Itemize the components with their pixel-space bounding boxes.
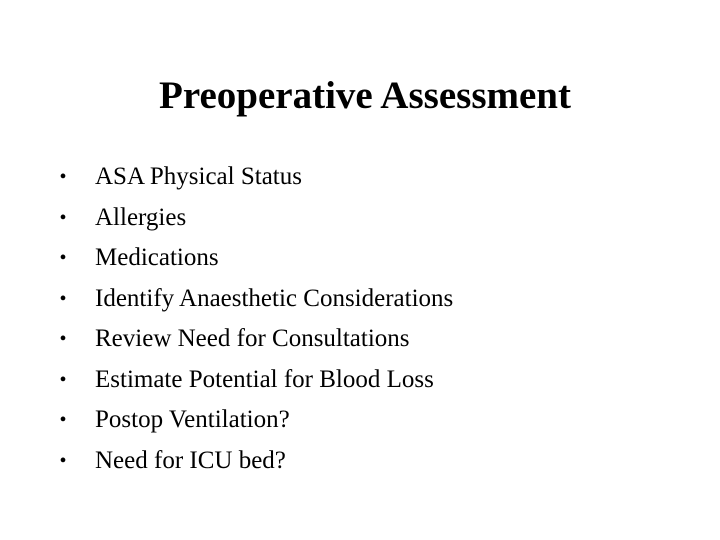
bullet-icon: • — [59, 409, 67, 431]
bullet-text: Medications — [95, 244, 219, 271]
bullet-text: Identify Anaesthetic Considerations — [95, 284, 454, 312]
bullet-text: Review Need for Consultations — [95, 325, 410, 352]
bullet-icon: • — [59, 247, 67, 269]
bullet-text: Need for ICU bed? — [95, 446, 286, 474]
bullet-icon: • — [59, 206, 67, 229]
bullet-text: Allergies — [95, 203, 187, 231]
bullet-icon: • — [59, 449, 67, 472]
bullet-icon: • — [59, 166, 67, 188]
bullet-text: Estimate Potential for Blood Loss — [95, 365, 434, 393]
bullet-text: Postop Ventilation? — [95, 406, 290, 433]
bullet-icon: • — [59, 287, 67, 310]
bullet-icon: • — [59, 368, 67, 391]
slide-title: Preoperative Assessment — [159, 74, 571, 117]
bullet-icon: • — [59, 328, 67, 350]
bullet-text: ASA Physical Status — [95, 163, 302, 190]
